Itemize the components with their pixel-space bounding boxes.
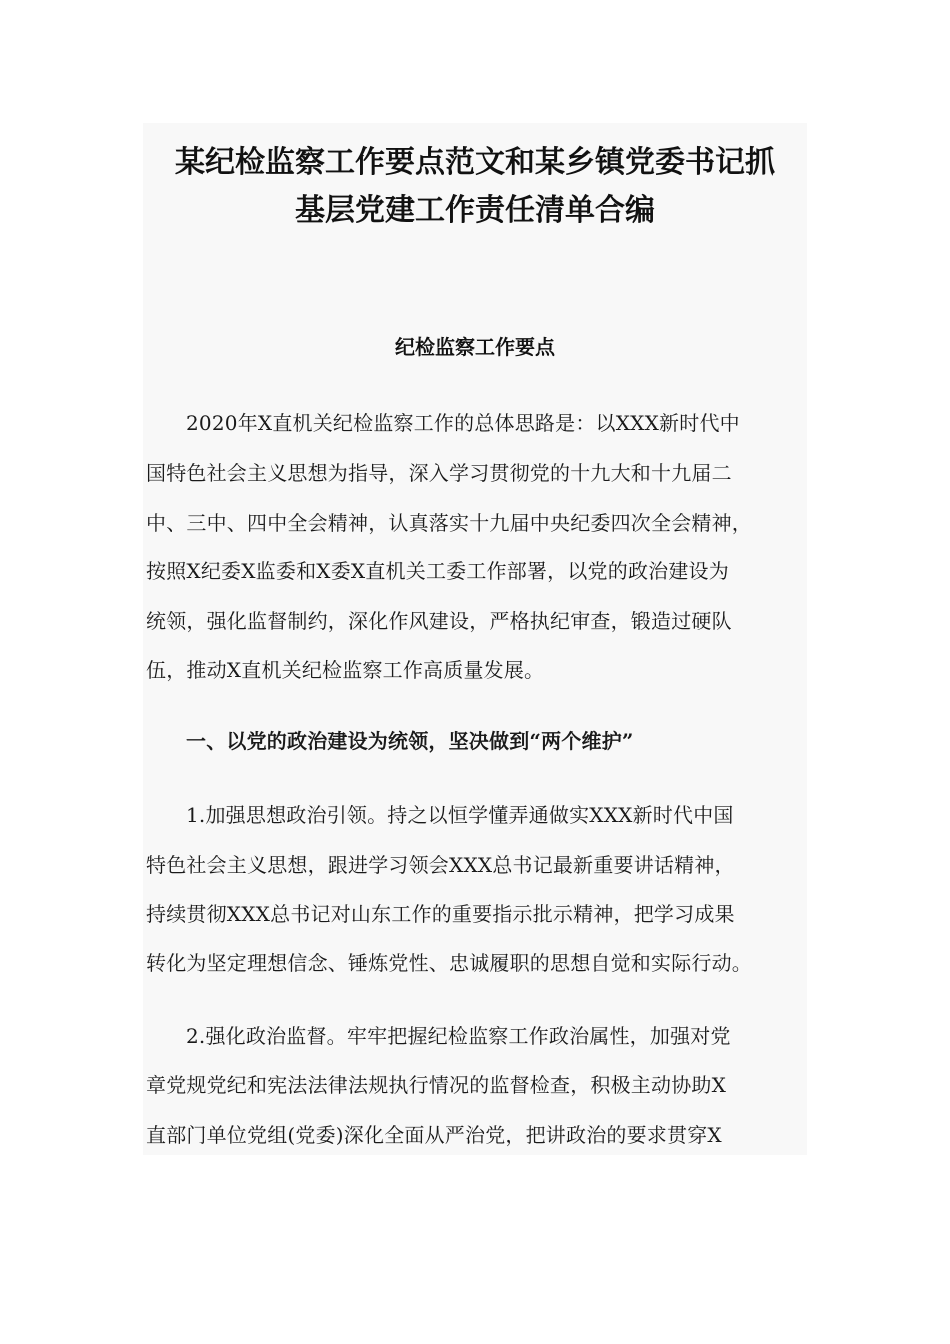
intro-line-3: 中、三中、四中全会精神，认真落实十九届中央纪委四次全会精神， (146, 511, 752, 535)
document-text-block (143, 123, 807, 1155)
section-title: 纪检监察工作要点 (395, 335, 555, 359)
intro-line-4: 按照X纪委X监委和X委X直机关工委工作部署，以党的政治建设为 (146, 559, 729, 583)
document-title-line-1: 某纪检监察工作要点范文和某乡镇党委书记抓 (175, 145, 775, 180)
item-1-line-1: 1.加强思想政治引领。持之以恒学懂弄通做实XXX新时代中国 (186, 803, 734, 827)
item-2-line-1: 2.强化政治监督。牢牢把握纪检监察工作政治属性，加强对党 (186, 1024, 731, 1048)
intro-line-5: 统领，强化监督制约，深化作风建设，严格执纪审查，锻造过硬队 (146, 609, 732, 633)
document-title-line-2: 基层党建工作责任清单合编 (295, 193, 655, 228)
intro-line-6: 伍，推动X直机关纪检监察工作高质量发展。 (146, 658, 545, 682)
item-1-line-2: 特色社会主义思想，跟进学习领会XXX总书记最新重要讲话精神， (146, 853, 735, 877)
heading-one: 一、以党的政治建设为统领，坚决做到“两个维护” (186, 729, 634, 753)
item-2-line-2: 章党规党纪和宪法法律法规执行情况的监督检查，积极主动协助X (146, 1073, 727, 1097)
item-1-line-4: 转化为坚定理想信念、锤炼党性、忠诚履职的思想自觉和实际行动。 (146, 951, 752, 975)
intro-line-2: 国特色社会主义思想为指导，深入学习贯彻党的十九大和十九届二 (146, 461, 732, 485)
item-1-line-3: 持续贯彻XXX总书记对山东工作的重要指示批示精神，把学习成果 (146, 902, 735, 926)
item-2-line-3: 直部门单位党组(党委)深化全面从严治党，把讲政治的要求贯穿X (146, 1123, 722, 1147)
intro-line-1: 2020年X直机关纪检监察工作的总体思路是：以XXX新时代中 (186, 411, 740, 435)
